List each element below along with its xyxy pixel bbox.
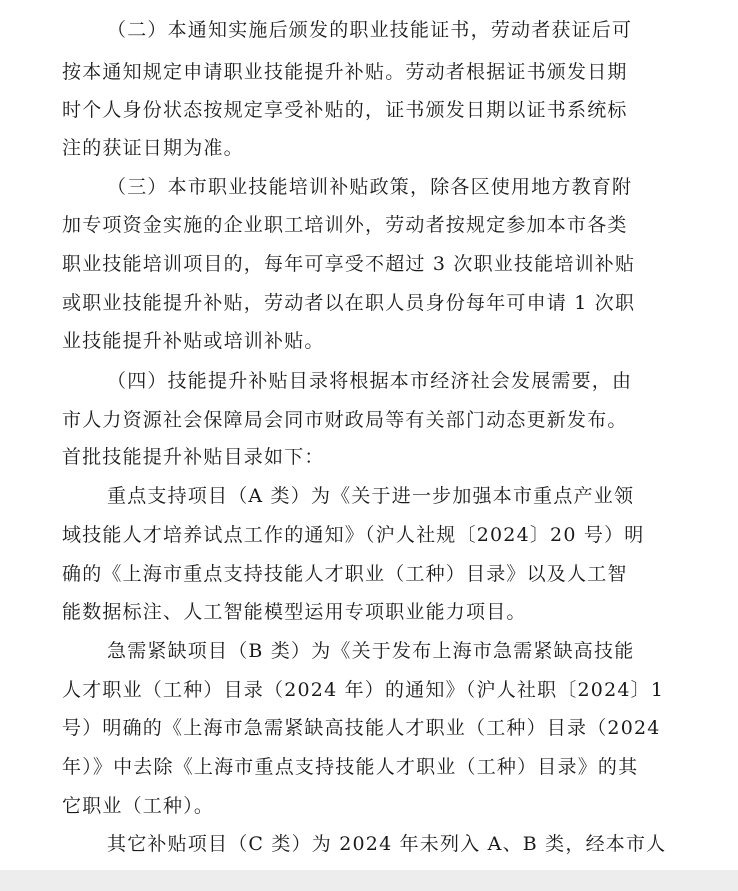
paragraph-line: 号）明确的《上海市急需紧缺高技能人才职业（工种）目录（2024 — [62, 717, 661, 739]
paragraph-line: 时个人身份状态按规定享受补贴的，证书颁发日期以证书系统标 — [62, 99, 628, 121]
paragraph-line: 能数据标注、人工智能模型运用专项职业能力项目。 — [62, 601, 527, 623]
paragraph-line: 急需紧缺项目（B 类）为《关于发布上海市急需紧缺高技能 — [107, 640, 635, 662]
paragraph-line: 年）》中去除《上海市重点支持技能人才职业（工种）目录》的其 — [62, 756, 639, 778]
paragraph-line: 职业技能培训项目的，每年可享受不超过 3 次职业技能培训补贴 — [62, 253, 636, 275]
paragraph-line: （三）本市职业技能培训补贴政策，除各区使用地方教育附 — [107, 176, 633, 198]
paragraph-line: 按本通知规定申请职业技能提升补贴。劳动者根据证书颁发日期 — [62, 61, 628, 83]
paragraph-line: 加专项资金实施的企业职工培训外，劳动者按规定参加本市各类 — [62, 214, 628, 236]
paragraph-line: 域技能人才培养试点工作的通知》（沪人社规〔2024〕20 号）明 — [62, 524, 645, 546]
paragraph-line: 市人力资源社会保障局会同市财政局等有关部门动态更新发布。 — [62, 409, 628, 431]
paragraph-line: 首批技能提升补贴目录如下： — [62, 446, 325, 468]
paragraph-line: 或职业技能提升补贴，劳动者以在职人员身份每年可申请 1 次职 — [62, 292, 636, 314]
paragraph-line: 确的《上海市重点支持技能人才职业（工种）目录》以及人工智 — [62, 563, 628, 585]
paragraph-line: 重点支持项目（A 类）为《关于进一步加强本市重点产业领 — [107, 485, 635, 507]
paragraph-line: 人才职业（工种）目录（2024 年）的通知》（沪人社职〔2024〕1 — [62, 679, 665, 701]
paragraph-line: 它职业（工种）。 — [62, 795, 215, 817]
paragraph-line: 注的获证日期为准。 — [62, 137, 244, 159]
paragraph-line: （四）技能提升补贴目录将根据本市经济社会发展需要，由 — [107, 370, 633, 392]
paragraph-line: （二）本通知实施后颁发的职业技能证书，劳动者获证后可 — [107, 19, 633, 41]
viewer-bottom-band — [0, 870, 738, 891]
paragraph-line: 业技能提升补贴或培训补贴。 — [62, 330, 325, 352]
paragraph-line: 其它补贴项目（C 类）为 2024 年未列入 A、B 类，经本市人 — [107, 833, 667, 855]
